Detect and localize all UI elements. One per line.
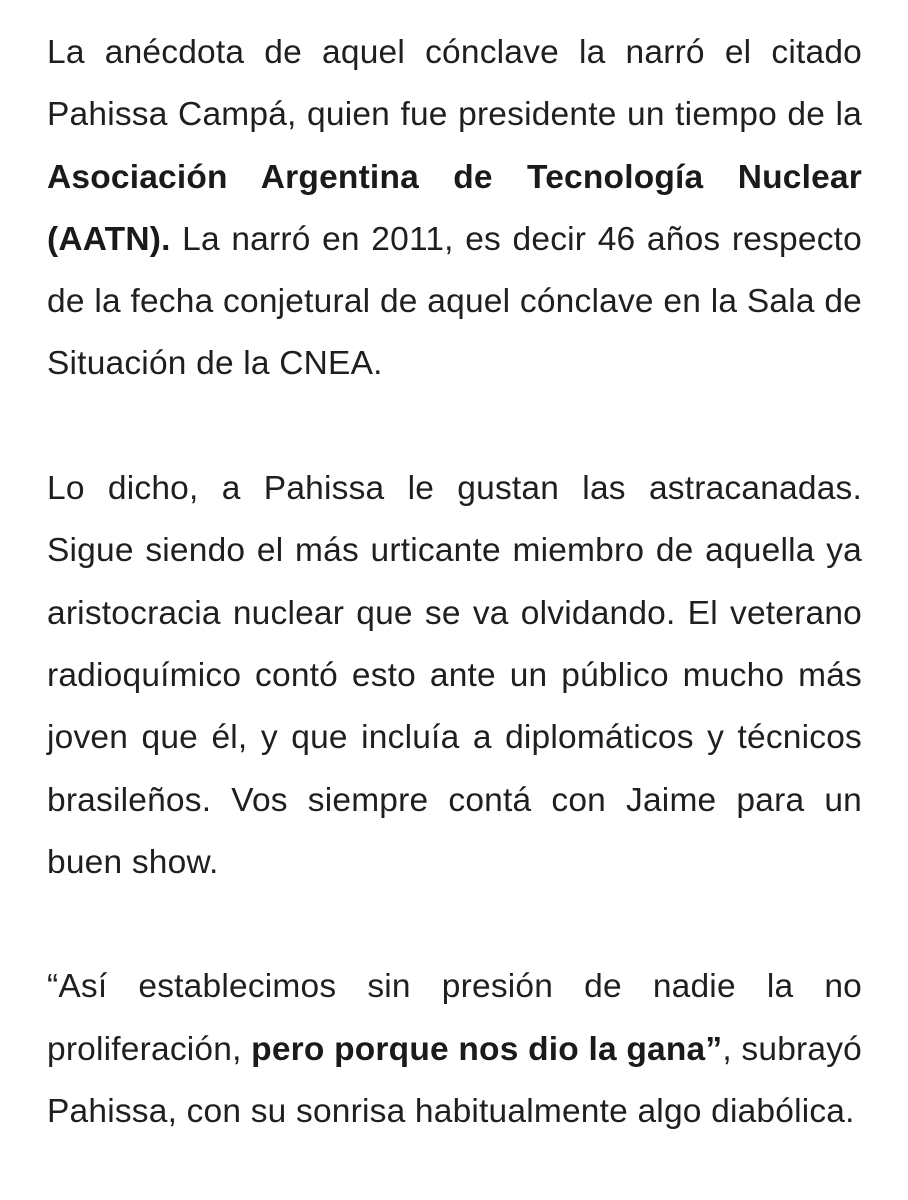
paragraph-1-text: La anécdota de aquel cónclave la narró el citado Pahissa Campá, quien fue presidente un tiempo de la bbox=[47, 34, 862, 134]
paragraph-1-text-continued: La narró en 2011, es decir 46 años respecto de la fecha conjetural de aquel cónclave en la Sala de Situación de la CNEA. bbox=[47, 220, 862, 383]
article-body bbox=[47, 22, 862, 1143]
quote-bold-emphasis: pero porque nos dio la gana” bbox=[251, 1030, 723, 1068]
paragraph-2 bbox=[47, 458, 862, 894]
quote-text: “Así establecimos sin presión de nadie la no proliferación, bbox=[47, 968, 862, 1068]
paragraph-3 bbox=[47, 956, 862, 1143]
paragraph-1 bbox=[47, 22, 862, 396]
paragraph-2-text: Lo dicho, a Pahissa le gustan las astracanadas. Sigue siendo el más urticante miembro de aquella ya aristocracia nuclear que se va olvidando. El veterano radioquímico contó esto ante un público mucho más joven que él, y que incluía a diplomáticos y técnicos brasileños. Vos siempre contá con Jaime para un buen show. bbox=[47, 470, 862, 881]
organization-name-bold: Asociación Argentina de Tecnología Nuclear (AATN). bbox=[47, 158, 862, 258]
quote-attribution: , subrayó Pahissa, con su sonrisa habitualmente algo diabólica. bbox=[47, 1030, 862, 1131]
